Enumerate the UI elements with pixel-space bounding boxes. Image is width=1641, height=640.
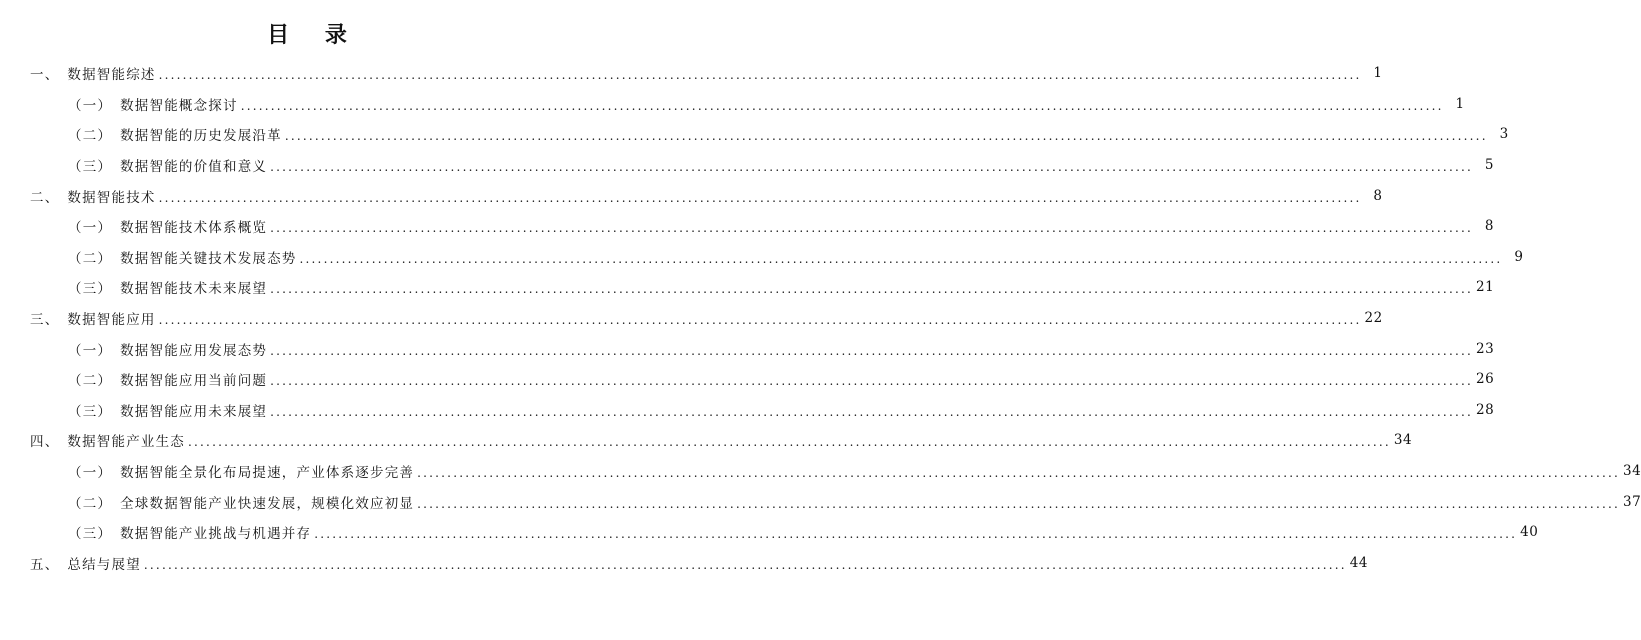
toc-entry-number: （一）: [68, 465, 113, 482]
toc-list: [0, 58, 1641, 578]
toc-leader-dots: ........................................................................................................................................................................................................: [158, 68, 1362, 83]
toc-subsection-entry[interactable]: [0, 364, 1495, 395]
toc-entry-text: 数据智能应用: [67, 312, 156, 329]
toc-entry-text: 数据智能应用未来展望: [120, 403, 268, 420]
toc-entry-label: [30, 186, 156, 206]
toc-section-entry[interactable]: [0, 303, 1383, 334]
toc-subsection-entry[interactable]: [0, 272, 1495, 303]
toc-leader-dots: ........................................................................................................................................................................................................: [270, 404, 1473, 419]
toc-entry-label: [68, 247, 297, 267]
toc-page-number: 40: [1520, 524, 1539, 541]
toc-leader-dots: ........................................................................................................................................................................................................: [417, 466, 1620, 481]
toc-entry-text: 数据智能概念探讨: [120, 97, 238, 114]
toc-leader-dots: ........................................................................................................................................................................................................: [270, 374, 1473, 389]
toc-leader-dots: ........................................................................................................................................................................................................: [188, 435, 1391, 450]
toc-entry-label: [68, 339, 267, 359]
toc-entry-number: （一）: [68, 342, 113, 359]
toc-page-number: 34: [1393, 432, 1413, 449]
toc-entry-label: [30, 553, 141, 573]
toc-leader-dots: ........................................................................................................................................................................................................: [158, 190, 1362, 205]
toc-entry-number: （二）: [68, 250, 113, 267]
toc-entry-number: （二）: [68, 373, 113, 390]
toc-section-entry[interactable]: [0, 180, 1383, 211]
toc-page-number: 28: [1476, 401, 1495, 418]
toc-entry-number: 二、: [30, 189, 60, 206]
toc-leader-dots: ........................................................................................................................................................................................................: [143, 557, 1347, 572]
toc-section-entry[interactable]: [0, 58, 1383, 89]
toc-subsection-entry[interactable]: [0, 486, 1641, 517]
toc-entry-number: 三、: [30, 312, 60, 329]
toc-entry-text: 数据智能技术: [67, 189, 156, 206]
toc-entry-label: [68, 277, 267, 297]
toc-leader-dots: ........................................................................................................................................................................................................: [284, 129, 1488, 144]
toc-page-number: 23: [1476, 340, 1495, 357]
toc-entry-text: 数据智能应用发展态势: [120, 342, 268, 359]
toc-entry-text: 数据智能综述: [67, 67, 156, 84]
toc-entry-label: [68, 522, 311, 542]
toc-entry-number: （三）: [68, 281, 113, 298]
toc-page-number: 1: [1373, 65, 1383, 82]
toc-leader-dots: ........................................................................................................................................................................................................: [314, 527, 1518, 542]
toc-leader-dots: ........................................................................................................................................................................................................: [270, 343, 1473, 358]
toc-entry-text: 全球数据智能产业快速发展，规模化效应初显: [120, 495, 415, 512]
toc-entry-label: [68, 94, 238, 114]
toc-entry-text: 数据智能的价值和意义: [120, 159, 268, 176]
toc-leader-dots: ........................................................................................................................................................................................................: [270, 282, 1473, 297]
toc-subsection-entry[interactable]: [0, 150, 1494, 181]
toc-leader-dots: ........................................................................................................................................................................................................: [270, 160, 1473, 175]
toc-leader-dots: ........................................................................................................................................................................................................: [240, 98, 1444, 113]
toc-page-number: 26: [1476, 371, 1495, 388]
toc-entry-text: 数据智能技术未来展望: [120, 281, 268, 298]
toc-subsection-entry[interactable]: [0, 89, 1465, 120]
toc-page-number: 21: [1476, 279, 1495, 296]
toc-page-number: 22: [1364, 310, 1383, 327]
toc-entry-text: 数据智能的历史发展沿革: [120, 128, 282, 145]
toc-page-number: 44: [1349, 554, 1368, 571]
toc-entry-text: 数据智能全景化布局提速，产业体系逐步完善: [120, 465, 415, 482]
toc-section-entry[interactable]: [0, 548, 1368, 579]
toc-entry-number: （三）: [68, 403, 113, 420]
toc-page-number: 37: [1623, 493, 1641, 510]
toc-entry-number: （一）: [68, 220, 113, 237]
toc-subsection-entry[interactable]: [0, 456, 1641, 487]
toc-entry-number: （三）: [68, 159, 113, 176]
toc-subsection-entry[interactable]: [0, 119, 1509, 150]
toc-entry-label: [30, 430, 185, 450]
toc-entry-number: 四、: [30, 434, 60, 451]
toc-entry-label: [68, 216, 267, 236]
toc-subsection-entry[interactable]: [0, 517, 1539, 548]
toc-subsection-entry[interactable]: [0, 395, 1495, 426]
toc-entry-number: （二）: [68, 495, 113, 512]
toc-page-number: 5: [1484, 157, 1494, 174]
toc-entry-number: （三）: [68, 526, 113, 543]
toc-page-number: 3: [1499, 126, 1509, 143]
toc-entry-text: 数据智能技术体系概览: [120, 220, 268, 237]
toc-entry-label: [68, 369, 267, 389]
toc-page-number: 8: [1484, 218, 1494, 235]
toc-leader-dots: ........................................................................................................................................................................................................: [158, 313, 1362, 328]
toc-leader-dots: ........................................................................................................................................................................................................: [270, 221, 1473, 236]
toc-entry-label: [68, 155, 267, 175]
toc-entry-text: 数据智能产业挑战与机遇并存: [120, 526, 312, 543]
toc-title: 目 录: [267, 23, 361, 48]
toc-entry-label: [30, 308, 156, 328]
toc-page-number: 1: [1455, 95, 1465, 112]
toc-subsection-entry[interactable]: [0, 211, 1494, 242]
toc-entry-text: 总结与展望: [67, 556, 141, 573]
toc-entry-number: （二）: [68, 128, 113, 145]
toc-leader-dots: ........................................................................................................................................................................................................: [417, 496, 1620, 511]
toc-entry-number: 一、: [30, 67, 60, 84]
toc-entry-number: 五、: [30, 556, 60, 573]
toc-entry-label: [68, 461, 414, 481]
toc-page-number: 8: [1373, 187, 1383, 204]
toc-leader-dots: ........................................................................................................................................................................................................: [299, 251, 1503, 266]
toc-entry-text: 数据智能产业生态: [67, 434, 186, 451]
toc-subsection-entry[interactable]: [0, 333, 1495, 364]
toc-page-number: 34: [1623, 463, 1641, 480]
toc-entry-number: （一）: [68, 97, 113, 114]
toc-entry-label: [30, 63, 156, 83]
toc-entry-label: [68, 124, 282, 144]
toc-entry-text: 数据智能关键技术发展态势: [120, 250, 297, 267]
toc-entry-label: [68, 400, 267, 420]
toc-section-entry[interactable]: [0, 425, 1413, 456]
toc-entry-label: [68, 492, 414, 512]
toc-page-number: 9: [1514, 248, 1524, 265]
toc-entry-text: 数据智能应用当前问题: [120, 373, 268, 390]
toc-subsection-entry[interactable]: [0, 242, 1524, 273]
